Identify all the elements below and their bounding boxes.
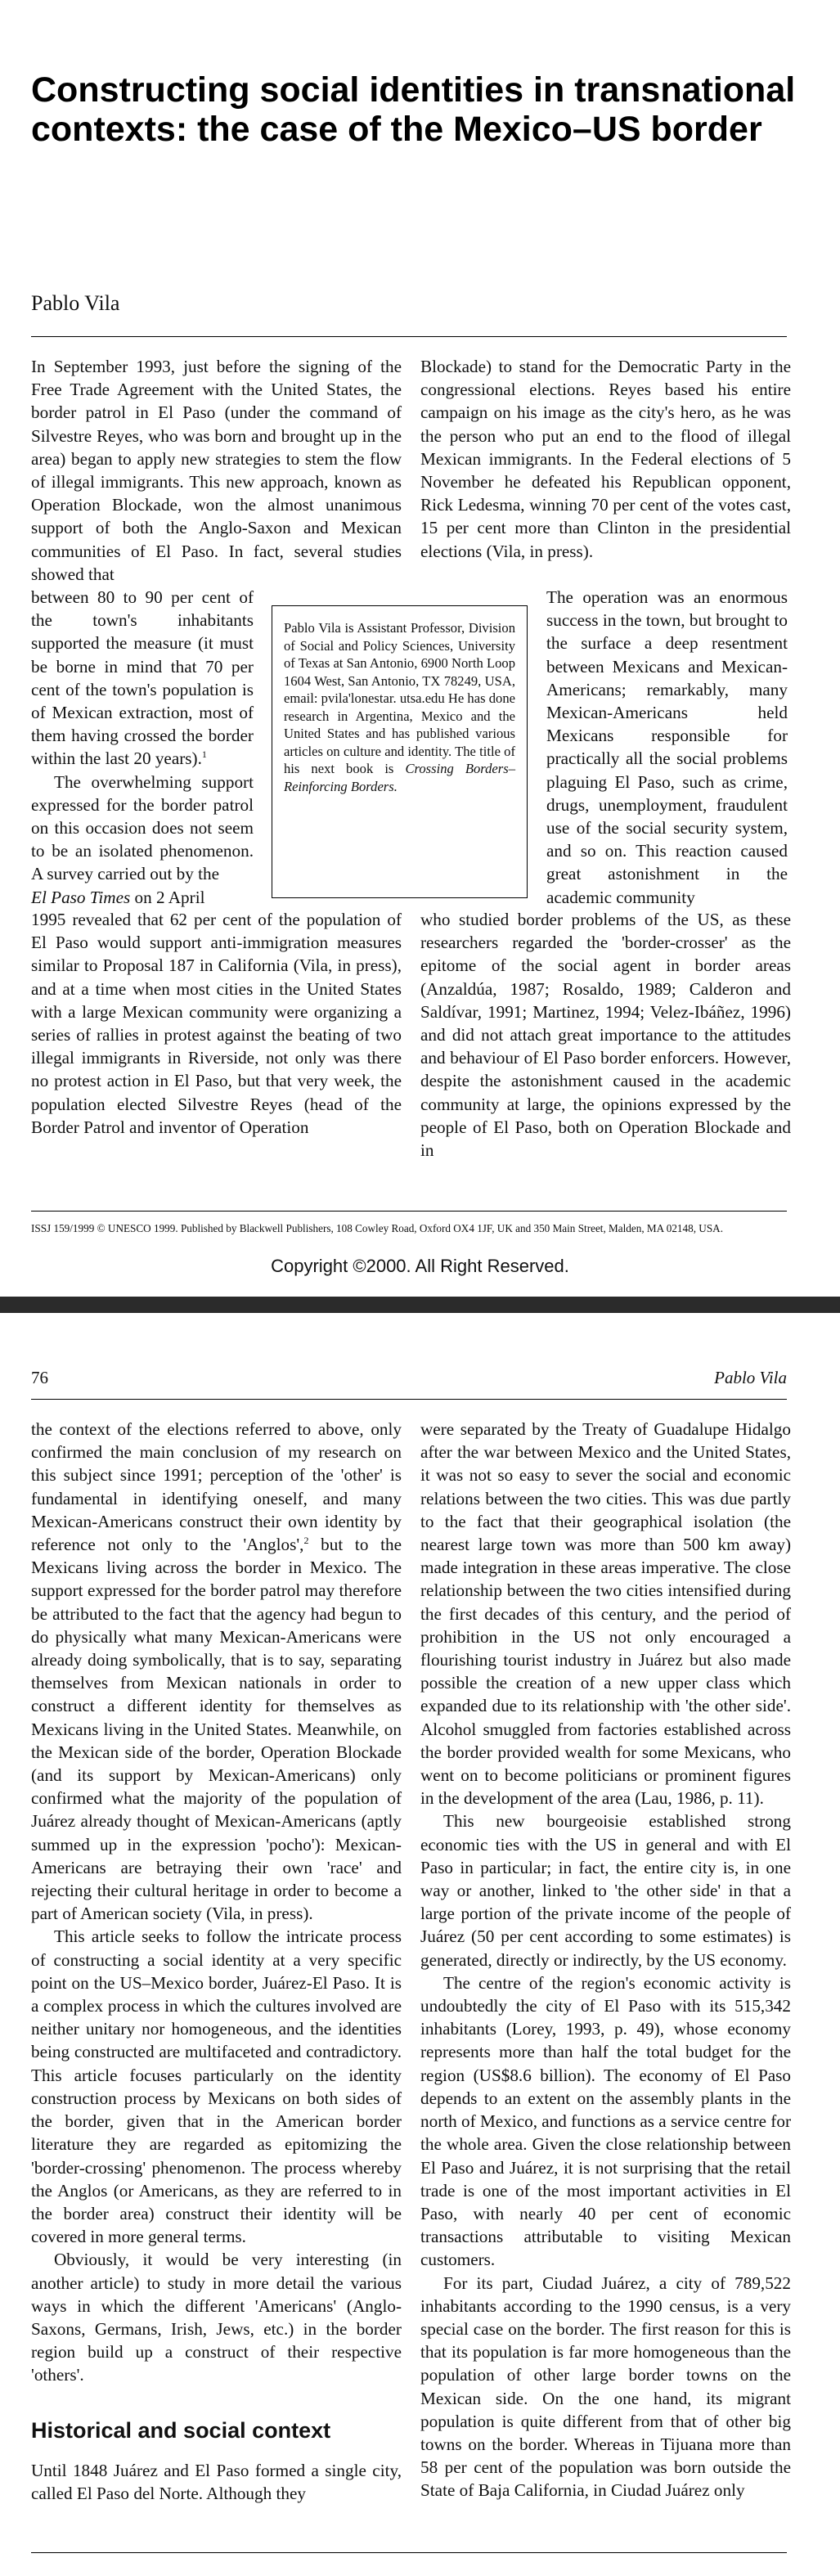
paragraph: The centre of the region's economic activity is undoubtedly the city of El Paso with its 515,342 inhabitants (Lorey, 1993, p. 49), whose economy represents more than half the total budget for the region (US$8.6 billion). The economy of El Paso depends to an extent on the assembly plants in the north of Mexico, and functions as a service centre for the whole area. Given the close relationship between El Paso and Juárez, it is not surprising that the retail trade is one of the most important activities in El Paso, with nearly 40 per cent of economic transactions attributable to visiting Mexican customers. [420,1972,792,2270]
paragraph: This new bourgeoisie established strong economic ties with the US in general and with El Paso in particular; in fact, the entire city is, in one way or another, linked to 'the other side' in that a large portion of the private income of the people of Juárez (50 per cent according to some estimates) is generated, directly or indirectly, by the US economy. [420,1811,791,1970]
paragraph: who studied border problems of the US, as these researchers regarded the 'border-crosser' as the epitome of the social agent in border areas (Anzaldúa, 1987; Rosaldo, 1989; Calderon and Saldívar, 1991; Martinez, 1994; Velez-Ibáñez, 1996) and did not attach great importance to the attitudes and behaviour of El Paso border enforcers. However, despite the astonishment caused in the academic community at large, the opinions expressed by the people of El Paso, both on Operation Blockade and in [420,910,791,1161]
paragraph-text: the context of the elections referred to above, only confirmed the main conclusion of my research on this subject since 1991; perception of the 'other' is fundamental in identifying oneself, and many Mexican-Americans construct their own identity by reference not only to the 'Anglos', [31,1419,402,1555]
paragraph [31,771,254,909]
left-column-narrow [31,586,254,909]
paragraph: 1995 revealed that 62 per cent of the population of El Paso would support anti-immigration measures similar to Proposal 187 in California (Vila, in press), and at a time when most cities in the United States with a large Mexican community were organizing a series of rallies in protest against the beating of two illegal immigrants in Riverside, not only was there no protest action in El Paso, but that very week, the population elected Silvestre Reyes (head of the Border Patrol and inventor of Operation [31,910,402,1137]
book-title: Crossing Borders–Reinforcing Borders. [284,761,516,794]
paragraph-text: but to the Mexicans living across the border in Mexico. The support expressed for the border patrol may therefore be attributed to the fact that the agency had begun to do physically what many Mexican-Americans were already doing symbolically, that is to say, separating themselves from Mexican nationals in order to construct a different identity for themselves as Mexicans living in the United States. Meanwhile, on the Mexican side of the border, Operation Blockade (and its support by Mexican-Americans) only confirmed what the majority of the population of Juárez already thought of Mexican-Americans (aptly summed up in the expression 'pocho'): Mexican-Americans are betraying their own 'race' and rejecting their cultural heritage in order to become a part of American society (Vila, in press). [31,1535,402,1924]
footer-divider [31,1211,787,1212]
paragraph: Obviously, it would be very interesting (in another article) to study in more detail the various ways in which the different 'Americans' (Anglo-Saxons, Germans, Irish, Jews, etc.) in the border region build up a construct of their respective 'others'. [31,2250,402,2385]
bottom-divider [31,2552,787,2553]
newspaper-name: El Paso Times [31,887,131,907]
footnote-marker: 1 [201,749,207,761]
right-column-narrow [546,586,788,909]
paragraph-text: on 2 April [134,887,205,907]
right-column [420,1418,791,2502]
section-heading: Historical and social context [31,2417,331,2443]
left-column [31,355,402,586]
running-head: Pablo Vila [714,1368,787,1387]
paragraph [31,586,254,771]
footnote-marker: 2 [303,1534,309,1546]
page-number: 76 [31,1368,48,1387]
paragraph-text: between 80 to 90 per cent of the town's inhabitants supported the measure (it must be borne in mind that 70 per cent of the town's population is of Mexican extraction, most of them having crossed the border within the last 20 years). [31,587,254,769]
paragraph: In September 1993, just before the signing of the Free Trade Agreement with the United States, the border patrol in El Paso (under the command of Silvestre Reyes, who was born and brought up in the area) began to apply new strategies to stem the flow of illegal immigrants. This new approach, known as Operation Blockade, won the almost unanimous support of both the Anglo-Saxon and Mexican communities of El Paso. In fact, several studies showed that [31,357,402,584]
paragraph: For its part, Ciudad Juárez, a city of 789,522 inhabitants according to the 1990 census, is a very special case on the border. The first reason for this is that its population is far more homogeneous than the population of other large border towns on the Mexican side. On the one hand, its migrant population is quite different from that of other big towns on the border. Whereas in Tijuana more than 58 per cent of the population was born outside the State of Baja California, in Ciudad Juárez only [420,2273,791,2501]
paragraph-text: The overwhelming support expressed for the border patrol on this occasion does not seem to be an isolated phenomenon. A survey carried out by the [31,771,254,884]
left-column [31,1418,402,2505]
copyright-notice: Copyright ©2000. All Right Reserved. [271,1256,569,1276]
page-separator [0,1297,840,1313]
publication-info: ISSJ 159/1999 © UNESCO 1999. Published by Blackwell Publishers, 108 Cowley Road, Oxford OX4 1JF, UK and 350 Main Street, Malden, MA 02148, USA. [31,1222,723,1234]
left-column-bottom [31,908,402,1139]
author-name: Pablo Vila [31,291,120,315]
paragraph: This article seeks to follow the intricate process of constructing a social identity at a very specific point on the US–Mexico border, Juárez-El Paso. It is a complex process in which the cultures involved are neither unitary nor homogeneous, and the identities being constructed are multifaceted and contradictory. This article focuses particularly on the identity construction process by Mexicans on both sides of the border, given that in the American border literature they are regarded as epitomizing the 'border-crossing' phenomenon. The process whereby the Anglos (or Americans, as they are referred to in the border area) construct their identity will be covered in more general terms. [31,1926,402,2247]
paragraph: Blockade) to stand for the Democratic Party in the congressional elections. Reyes based his entire campaign on his image as the city's hero, as he was the person who put an end to the flood of illegal Mexican immigrants. In the Federal elections of 5 November he defeated his Republican opponent, Rick Ledesma, winning 70 per cent of the votes cast, 15 per cent more than Clinton in the presidential elections (Vila, in press). [420,357,791,561]
paragraph: Until 1848 Juárez and El Paso formed a single city, called El Paso del Norte. Although they [31,2460,402,2503]
bio-text: Pablo Vila is Assistant Professor, Division of Social and Policy Sciences, University of Texas at San Antonio, 6900 North Loop 1604 West, San Antonio, TX 78249, USA, email: pvila'lonestar. utsa.edu He has done research in Argentina, Mexico and the United States and has published various articles on culture and identity. The title of his next book is [284,620,515,776]
paragraph: were separated by the Treaty of Guadalupe Hidalgo after the war between Mexico and the United States, it was not so easy to sever the social and economic relations between the two cities. This was due partly to the fact that their geographical isolation (the nearest large town was more than 500 km away) made integration in these areas imperative. The close relationship between the two cities intensified during the first decades of this century, and the period of prohibition in the US not only encouraged a flourishing tourist industry in Juárez but also made possible the creation of a new upper class which expanded due to its relationship with 'the other side'. Alcohol smuggled from factories established across the border provided wealth for some Mexicans, who went on to become politicians or prominent figures in the development of the area (Lau, 1986, p. 11). [420,1419,791,1809]
paragraph: The operation was an enormous success in the town, but brought to the surface a deep resentment between Mexicans and Mexican-Americans; remarkably, many Mexican-Americans held Mexicans responsible for practically all the social problems plaguing El Paso, such as crime, drugs, unemployment, fraudulent use of the social security system, and so on. This reaction caused great astonishment in the academic community [546,587,788,907]
paragraph [31,1418,402,1925]
header-divider [31,1399,787,1400]
title-divider [31,336,787,337]
right-column-bottom [420,908,791,1162]
author-bio-box [272,605,528,898]
article-title: Constructing social identities in transnational contexts: the case of the Mexico–US border [31,70,796,149]
right-column [420,355,791,563]
